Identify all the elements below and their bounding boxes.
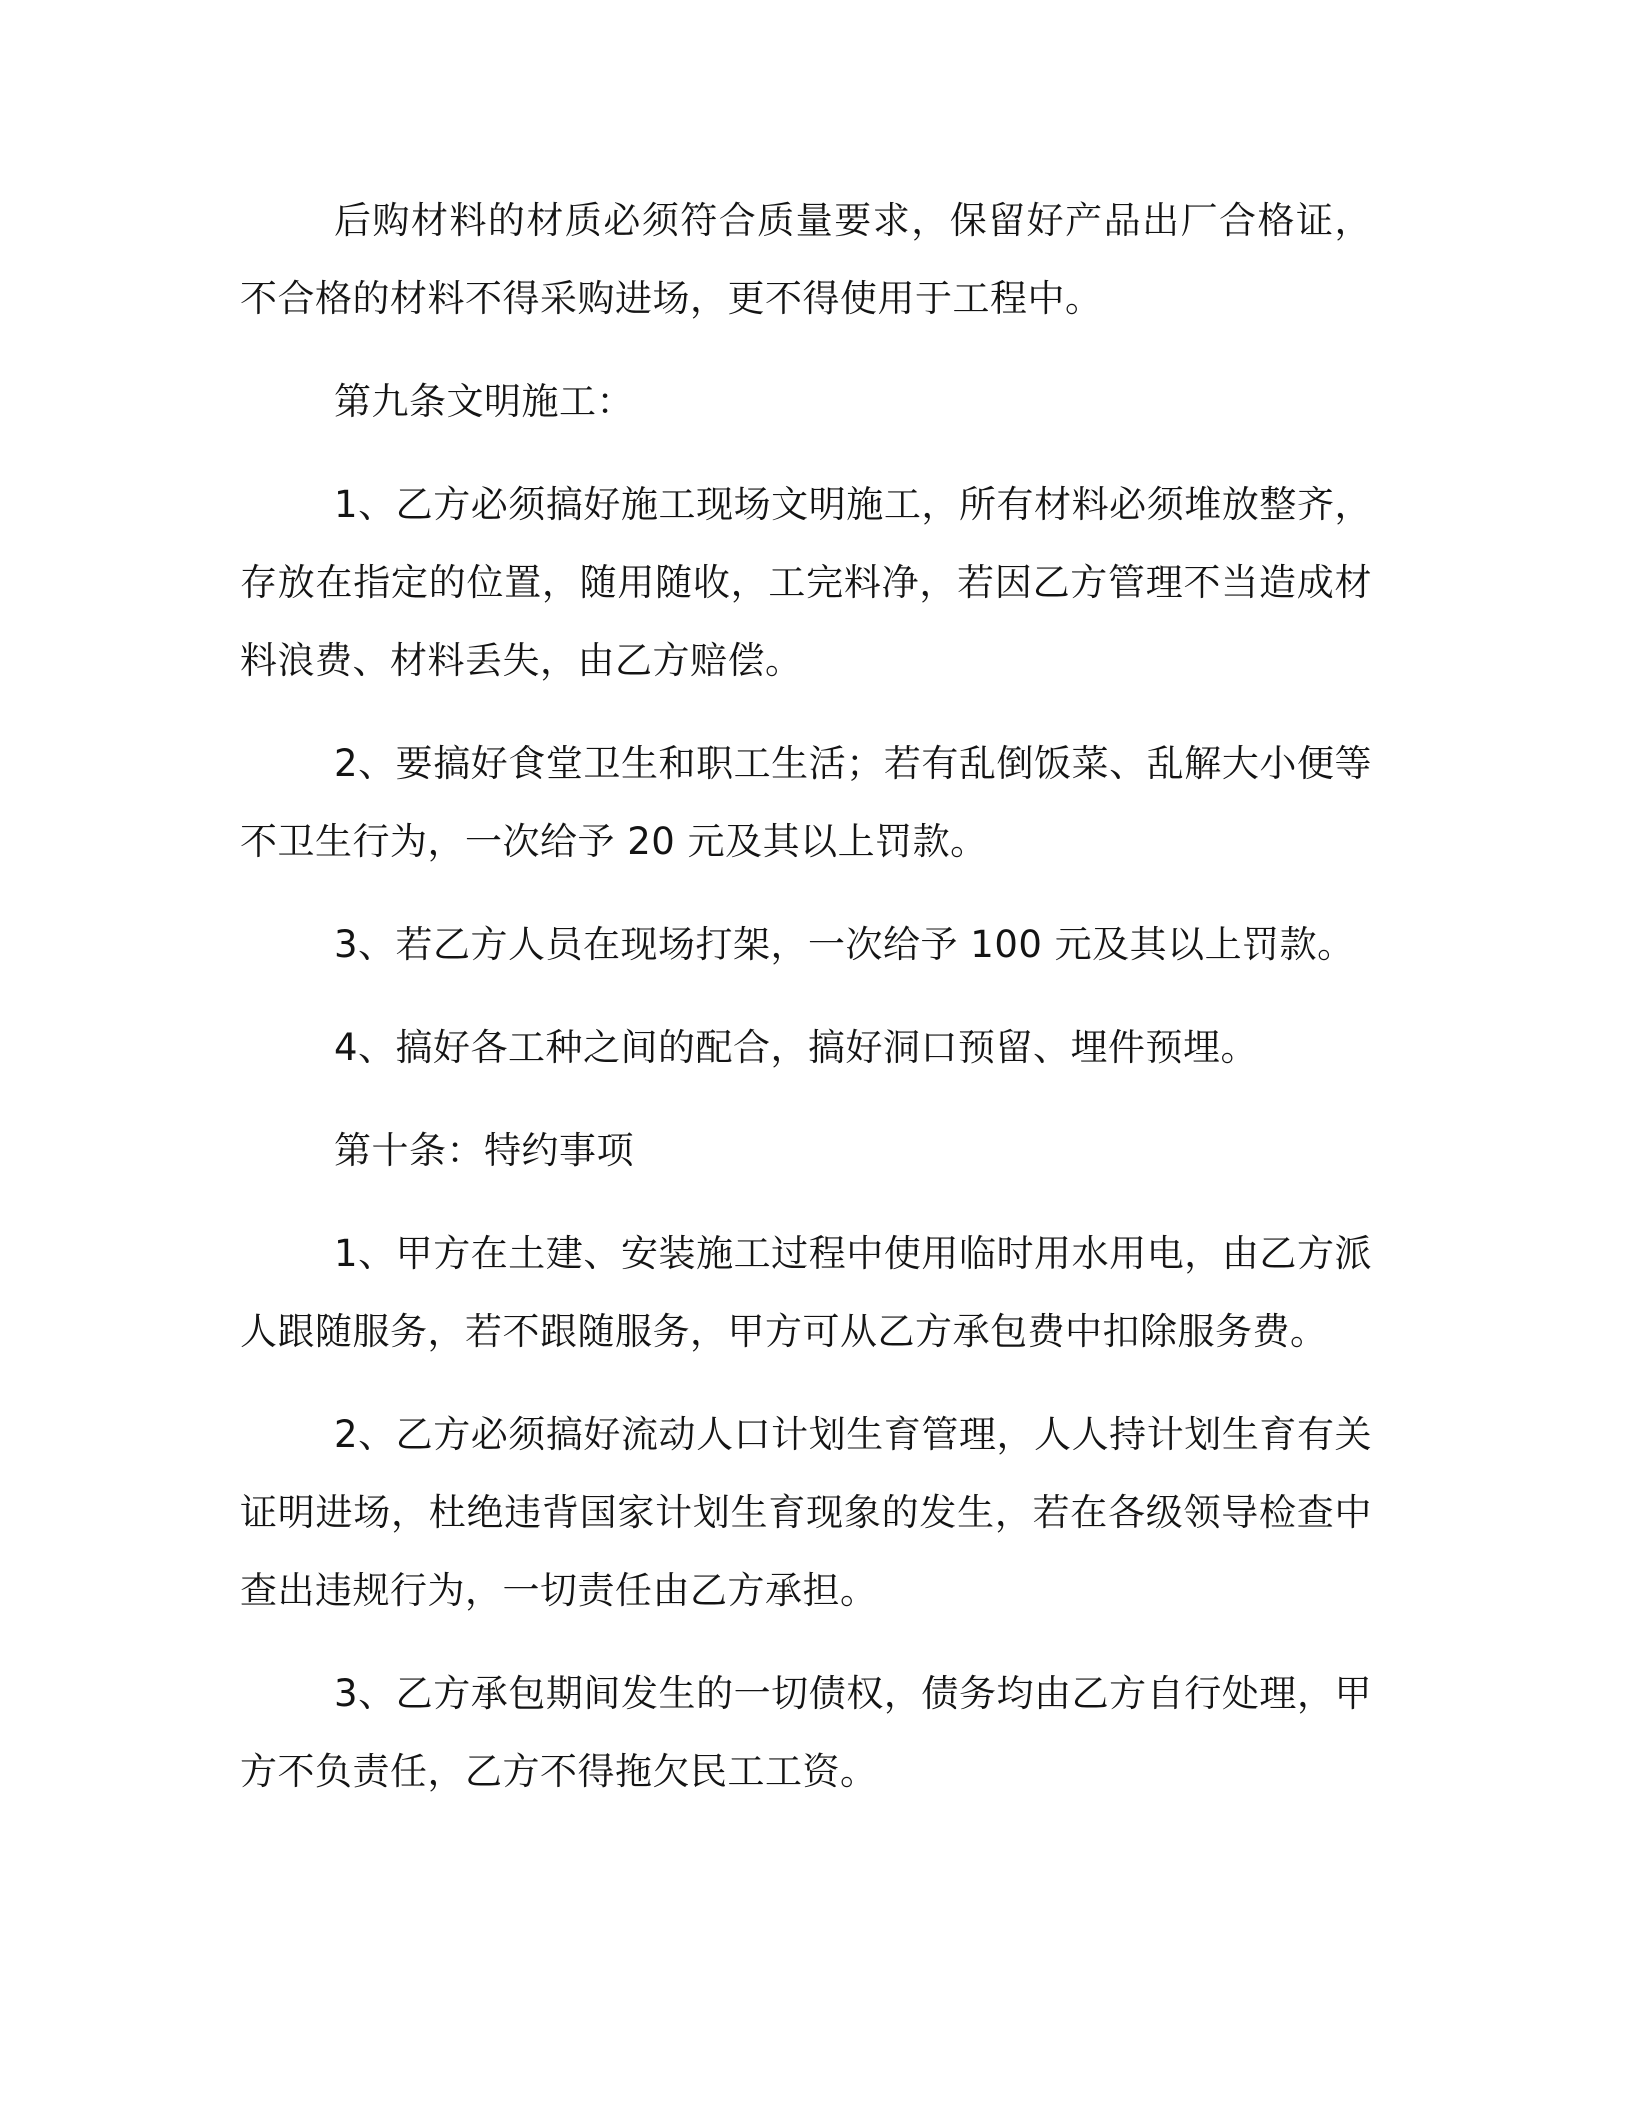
article-9-clause-4: 4、搞好各工种之间的配合，搞好洞口预留、埋件预埋。	[334, 1026, 1259, 1069]
article-9-clause-2: 2、要搞好食堂卫生和职工生活；若有乱倒饭菜、乱解大小便等不卫生行为，一次给予 20 元及其以上罚款。	[240, 742, 1372, 863]
paragraph-material-quality: 后购材料的材质必须符合质量要求，保留好产品出厂合格证，不合格的材料不得采购进场，更不得使用于工程中。	[240, 199, 1372, 320]
article-9-heading: 第九条文明施工：	[334, 380, 634, 423]
article-10-heading: 第十条：特约事项	[334, 1129, 634, 1172]
article-10-clause-2: 2、乙方必须搞好流动人口计划生育管理，人人持计划生育有关证明进场，杜绝违背国家计划生育现象的发生，若在各级领导检查中查出违规行为，一切责任由乙方承担。	[240, 1413, 1372, 1612]
article-9-clause-1: 1、乙方必须搞好施工现场文明施工，所有材料必须堆放整齐，存放在指定的位置，随用随收，工完料净，若因乙方管理不当造成材料浪费、材料丢失，由乙方赔偿。	[240, 483, 1372, 682]
article-10-clause-1: 1、甲方在土建、安装施工过程中使用临时用水用电，由乙方派人跟随服务，若不跟随服务，甲方可从乙方承包费中扣除服务费。	[240, 1232, 1372, 1353]
article-10-clause-3: 3、乙方承包期间发生的一切债权，债务均由乙方自行处理，甲方不负责任，乙方不得拖欠民工工资。	[240, 1672, 1372, 1793]
document-body	[240, 182, 1372, 1836]
article-9-clause-3: 3、若乙方人员在现场打架，一次给予 100 元及其以上罚款。	[334, 923, 1355, 966]
